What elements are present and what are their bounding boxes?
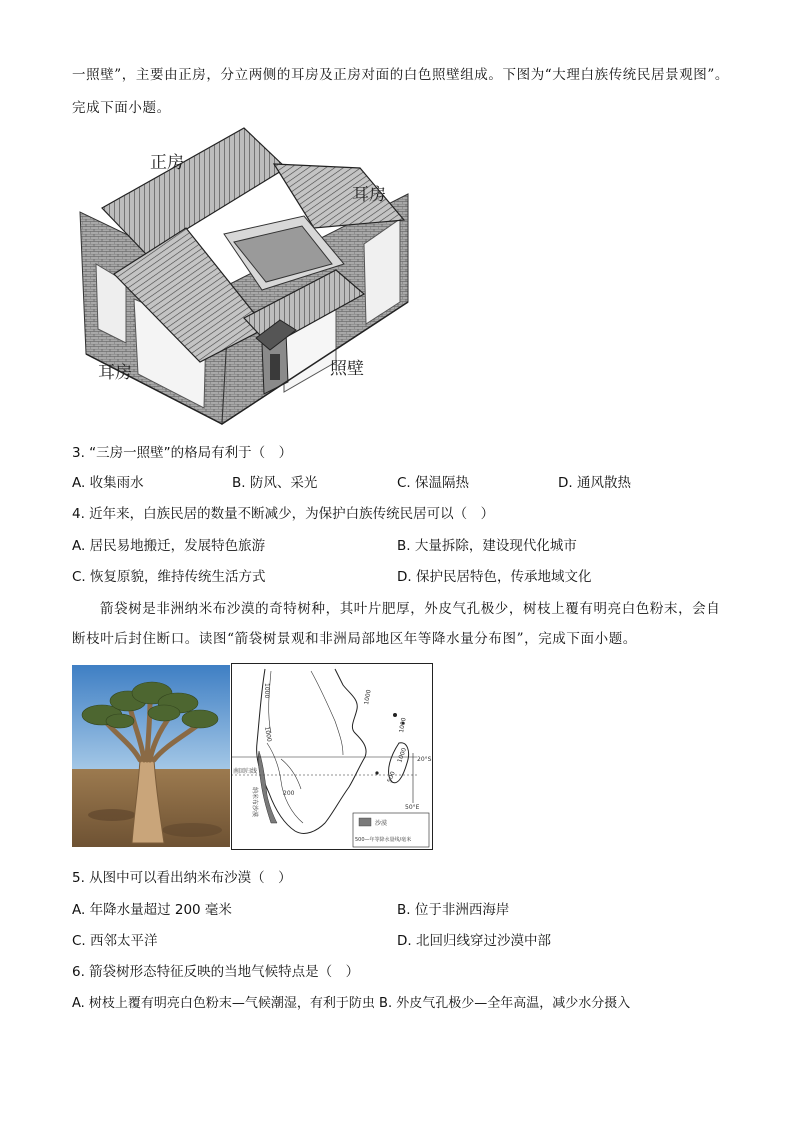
q4-option-c[interactable]: C. 恢复原貌，维持传统生活方式 [72, 569, 266, 585]
quiver-tree-photo [72, 665, 230, 847]
q3-option-b[interactable]: B. 防风、采光 [232, 475, 318, 491]
passage2-line-1: 箭袋树是非洲纳米布沙漠的奇特树种，其叶片肥厚，外皮气孔极少，树枝上覆有明亮白色粉末，会自 [100, 601, 721, 617]
q3-option-d[interactable]: D. 通风散热 [558, 475, 631, 491]
label-screen-wall: 照壁 [330, 359, 364, 379]
q6-stem: 6. 箭袋树形态特征反映的当地气候特点是（ ） [72, 964, 360, 980]
q4-option-b[interactable]: B. 大量拆除，建设现代化城市 [397, 538, 577, 554]
q3-option-c[interactable]: C. 保温隔热 [397, 475, 470, 491]
legend-desert-label: 沙漠 [375, 820, 388, 827]
label-side-house-left: 耳房 [98, 363, 132, 383]
q6-options[interactable]: A. 树枝上覆有明亮白色粉末—气候潮湿，有利于防虫 B. 外皮气孔极少—全年高温，减少水分摄入 [72, 996, 631, 1011]
isohyet-label-1: 1000 [263, 683, 270, 699]
latitude-label: 20°S [417, 756, 432, 763]
longitude-label: 50°E [405, 804, 420, 811]
isohyet-label-5: 500 [386, 770, 397, 784]
intro-line-2: 完成下面小题。 [72, 100, 171, 116]
isohyet-label-3: 1000 [263, 726, 273, 743]
label-main-house: 正房 [150, 153, 184, 173]
q4-option-a[interactable]: A. 居民易地搬迁，发展特色旅游 [72, 538, 266, 554]
isohyet-label-6: 200 [283, 790, 295, 797]
legend-isohyet-label: 500—年等降水量线/毫米 [355, 837, 412, 843]
passage2-line-2: 断枝叶后封住断口。读图“箭袋树景观和非洲局部地区年等降水量分布图”，完成下面小题。 [72, 631, 637, 647]
namib-label: 纳米布沙漠 [251, 787, 258, 818]
africa-rainfall-map-drawing [231, 663, 433, 850]
isohyet-label-7: 1000 [398, 717, 408, 734]
q3-stem: 3. “三房一照壁”的格局有利于（ ） [72, 445, 293, 461]
intro-line-1: 一照壁”，主要由正房，分立两侧的耳房及正房对面的白色照壁组成。下图为“大理白族传统民居景观图”。 [72, 67, 730, 83]
q5-option-b[interactable]: B. 位于非洲西海岸 [397, 902, 510, 918]
quiver-tree-image [72, 665, 230, 847]
q5-option-a[interactable]: A. 年降水量超过 200 毫米 [72, 902, 232, 918]
legend-desert-swatch [359, 818, 371, 826]
q4-option-d[interactable]: D. 保护民居特色，传承地域文化 [397, 569, 592, 585]
q5-stem: 5. 从图中可以看出纳米布沙漠（ ） [72, 870, 292, 886]
tropic-label: 南回归线 [233, 768, 258, 775]
q4-stem: 4. 近年来，白族民居的数量不断减少，为保护白族传统民居可以（ ） [72, 506, 495, 522]
africa-rainfall-map [231, 663, 433, 850]
q5-option-d[interactable]: D. 北回归线穿过沙漠中部 [397, 933, 551, 949]
bai-house-figure [74, 124, 414, 426]
isohyet-label-4: 1000 [396, 746, 409, 764]
q3-option-a[interactable]: A. 收集雨水 [72, 475, 144, 491]
isohyet-label-2: 1000 [363, 689, 373, 706]
label-side-house-right: 耳房 [352, 185, 386, 205]
q5-option-c[interactable]: C. 西邻太平洋 [72, 933, 158, 949]
